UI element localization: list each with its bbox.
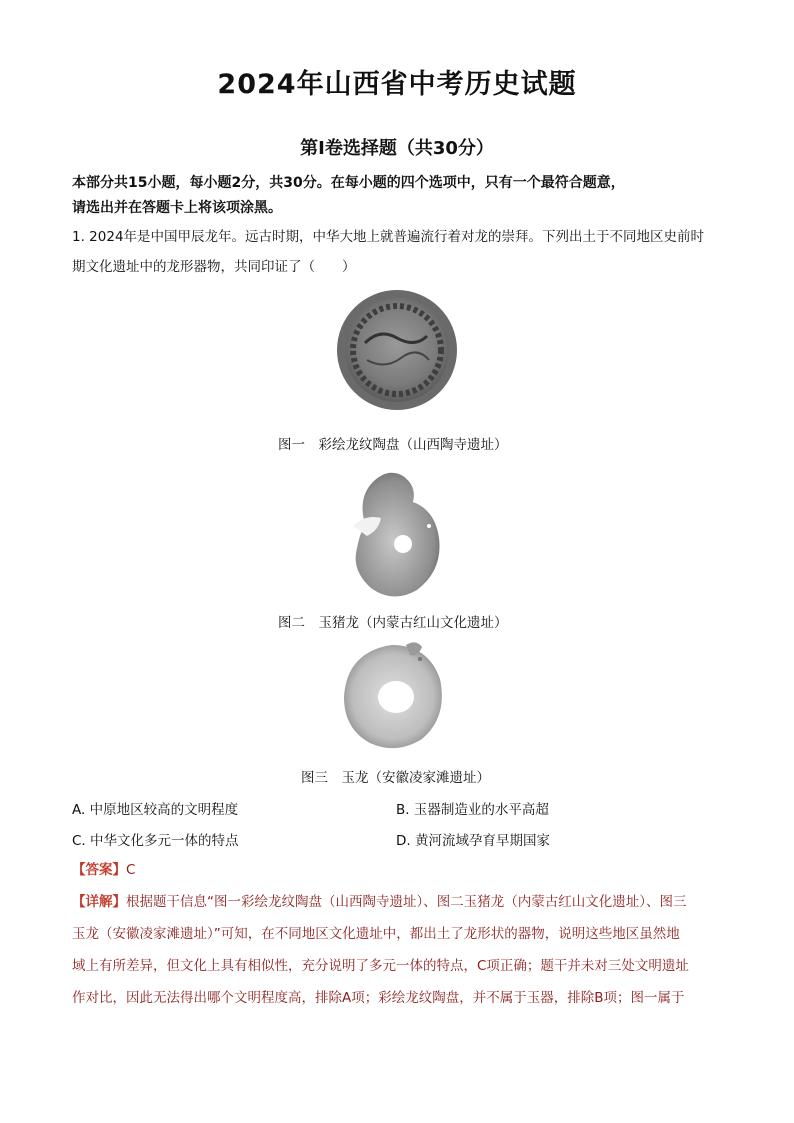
answer-value: C (126, 862, 136, 878)
explanation-text-1: 根据题干信息“图一彩绘龙纹陶盘（山西陶寺遗址）、图二玉猪龙（内蒙古红山文化遗址）、图三 (126, 894, 687, 910)
answer-label: 【答案】 (72, 862, 126, 878)
explanation-line-3: 域上有所差异，但文化上具有相似性，充分说明了多元一体的特点，C项正确；题干并未对三处文明遗址 (72, 958, 689, 974)
explanation (72, 886, 732, 1014)
explanation-label: 【详解】 (72, 894, 126, 910)
option-c: C. 中华文化多元一体的特点 (72, 833, 239, 849)
explanation-line-1 (72, 886, 732, 918)
instructions-line-1: 本部分共15小题，每小题2分，共30分。在每小题的四个选项中，只有一个最符合题意， (72, 175, 625, 191)
figure-3-caption: 图三 玉龙（安徽凌家滩遗址） (301, 770, 490, 786)
explanation-line-2: 玉龙（安徽凌家滩遗址）”可知，在不同地区文化遗址中，都出土了龙形状的器物，说明这些地区虽然地 (72, 926, 680, 942)
figure-1-caption: 图一 彩绘龙纹陶盘（山西陶寺遗址） (278, 437, 508, 453)
section-heading: 第Ⅰ卷选择题（共30分） (300, 138, 494, 159)
jade-pig-dragon-image (345, 466, 445, 602)
jade-dragon-image (340, 639, 446, 751)
option-a: A. 中原地区较高的文明程度 (72, 802, 239, 818)
answer-line (72, 858, 135, 878)
explanation-line-4: 作对比，因此无法得出哪个文明程度高，排除A项；彩绘龙纹陶盘，并不属于玉器，排除B项；图一属于 (72, 990, 685, 1006)
instructions-line-2: 请选出并在答题卡上将该项涂黑。 (72, 200, 282, 216)
option-d: D. 黄河流域孕育早期国家 (396, 833, 550, 849)
instructions (72, 171, 732, 221)
question-line-1: 1. 2024年是中国甲辰龙年。远古时期，中华大地上就普遍流行着对龙的崇拜。下列出土于不同地区史前时 (72, 229, 705, 245)
figure-2-caption: 图二 玉猪龙（内蒙古红山文化遗址） (278, 615, 508, 631)
question-stem (72, 222, 732, 282)
question-line-2: 期文化遗址中的龙形器物，共同印证了（ ） (72, 259, 356, 275)
page-title: 2024年山西省中考历史试题 (217, 69, 577, 100)
painted-pottery-plate-image (335, 288, 459, 412)
option-b: B. 玉器制造业的水平高超 (396, 802, 549, 818)
